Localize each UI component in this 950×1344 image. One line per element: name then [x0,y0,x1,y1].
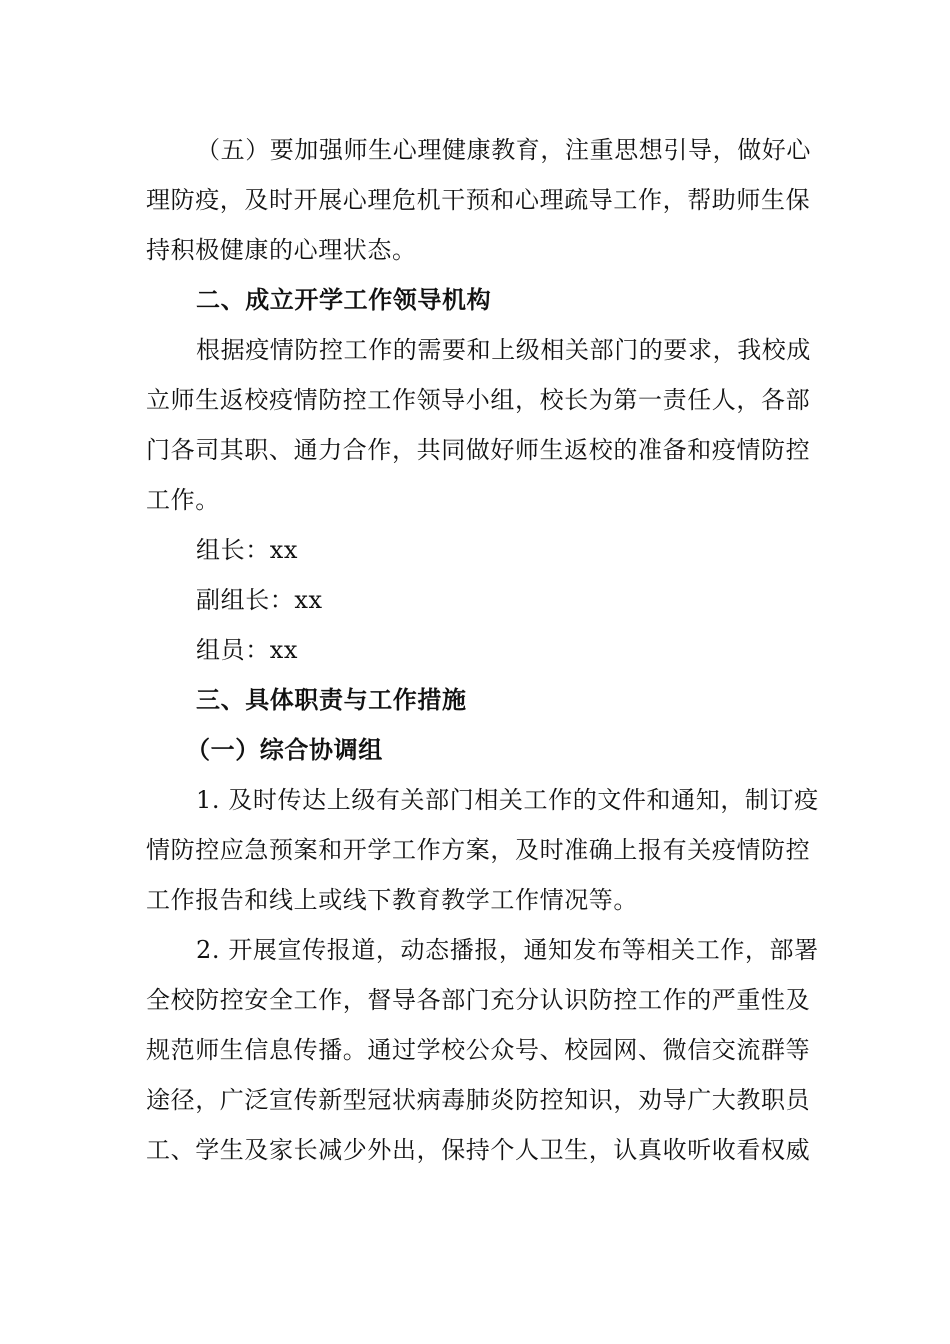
paragraph-line: 规范师生信息传播。通过学校公众号、校园网、微信交流群等 [146,1036,811,1064]
paragraph-line: 情防控应急预案和开学工作方案，及时准确上报有关疫情防控 [146,836,811,864]
paragraph-line: 工作。 [146,486,220,514]
member-line-deputy: 副组长：xx [196,586,323,614]
paragraph-line: 工、学生及家长减少外出，保持个人卫生，认真收听收看权威 [146,1136,811,1164]
subsection-heading: （一）综合协调组 [186,736,383,764]
paragraph-line: 1. 及时传达上级有关部门相关工作的文件和通知，制订疫 [196,786,819,814]
paragraph-line: （五）要加强师生心理健康教育，注重思想引导，做好心 [196,136,811,164]
paragraph-line: 2. 开展宣传报道，动态播报，通知发布等相关工作，部署 [196,936,819,964]
section-heading: 二、成立开学工作领导机构 [196,286,492,314]
member-line-members: 组员：xx [196,636,299,664]
paragraph-line: 理防疫，及时开展心理危机干预和心理疏导工作，帮助师生保 [146,186,811,214]
paragraph-line: 途径，广泛宣传新型冠状病毒肺炎防控知识，劝导广大教职员 [146,1086,811,1114]
paragraph-line: 门各司其职、通力合作，共同做好师生返校的准备和疫情防控 [146,436,811,464]
paragraph-line: 全校防控安全工作，督导各部门充分认识防控工作的严重性及 [146,986,811,1014]
paragraph-line: 立师生返校疫情防控工作领导小组，校长为第一责任人，各部 [146,386,811,414]
paragraph-line: 根据疫情防控工作的需要和上级相关部门的要求，我校成 [196,336,811,364]
paragraph-line: 工作报告和线上或线下教育教学工作情况等。 [146,886,638,914]
section-heading: 三、具体职责与工作措施 [196,686,467,714]
member-line-leader: 组长：xx [196,536,299,564]
paragraph-line: 持积极健康的心理状态。 [146,236,417,264]
